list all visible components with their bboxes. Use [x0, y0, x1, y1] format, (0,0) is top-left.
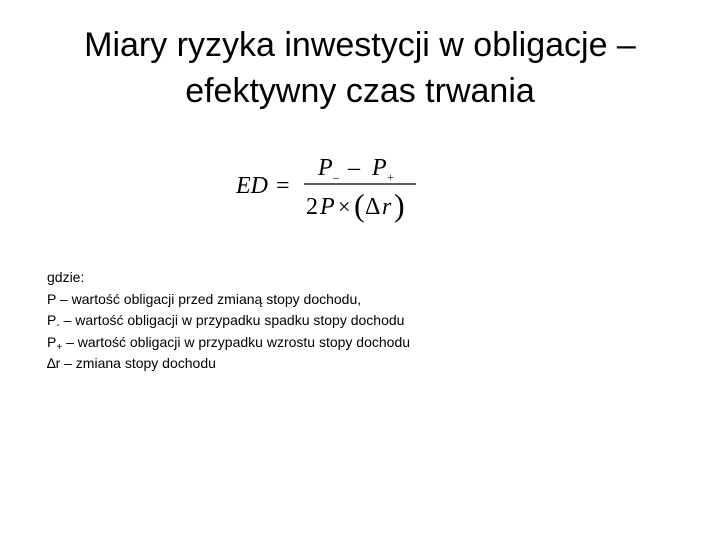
legend-symbol: ∆r: [47, 355, 61, 371]
effective-duration-formula: [236, 148, 426, 228]
formula-close-paren: ): [394, 187, 405, 223]
legend-item-p-minus: [47, 310, 687, 332]
formula-numerator-minus: –: [348, 155, 360, 181]
legend-intro: gdzie:: [47, 269, 85, 285]
legend-text: – wartość obligacji przed zmianą stopy dochodu,: [56, 290, 362, 307]
formula-numerator-p-plus-sub: +: [387, 170, 394, 184]
slide-title-line-1: Miary ryzyka inwestycji w obligacje –: [84, 26, 636, 64]
legend-symbol-subscript: +: [56, 341, 63, 353]
formula-denominator-times: ×: [338, 194, 351, 219]
legend-block: [47, 267, 687, 375]
legend-item-p: [47, 289, 687, 311]
legend-symbol-subscript: -: [56, 320, 60, 331]
formula-r: r: [382, 194, 392, 220]
slide-title: [30, 22, 690, 114]
formula-denominator-p: P: [320, 194, 335, 220]
formula-equals: =: [276, 173, 290, 199]
formula-open-paren: (: [354, 187, 365, 223]
formula-numerator-p-minus: P: [318, 155, 333, 181]
slide-title-line-2: efektywny czas trwania: [185, 72, 535, 110]
legend-text: – zmiana stopy dochodu: [60, 355, 216, 371]
legend-item-p-plus: [47, 332, 687, 354]
legend-item-delta-r: [47, 353, 687, 375]
legend-text: – wartość obligacji w przypadku spadku stopy dochodu: [59, 312, 405, 328]
formula-delta: Δ: [365, 194, 381, 220]
formula-denominator-coefficient: 2: [306, 194, 318, 220]
formula-numerator-p-minus-sub: –: [333, 170, 339, 184]
formula-lhs: ED: [236, 173, 268, 199]
formula-numerator-p-plus: P: [372, 155, 387, 181]
legend-symbol: P: [47, 312, 57, 328]
legend-symbol: P: [47, 333, 57, 350]
legend-text: – wartość obligacji w przypadku wzrostu stopy dochodu: [62, 333, 411, 350]
legend-symbol: P: [47, 290, 57, 307]
